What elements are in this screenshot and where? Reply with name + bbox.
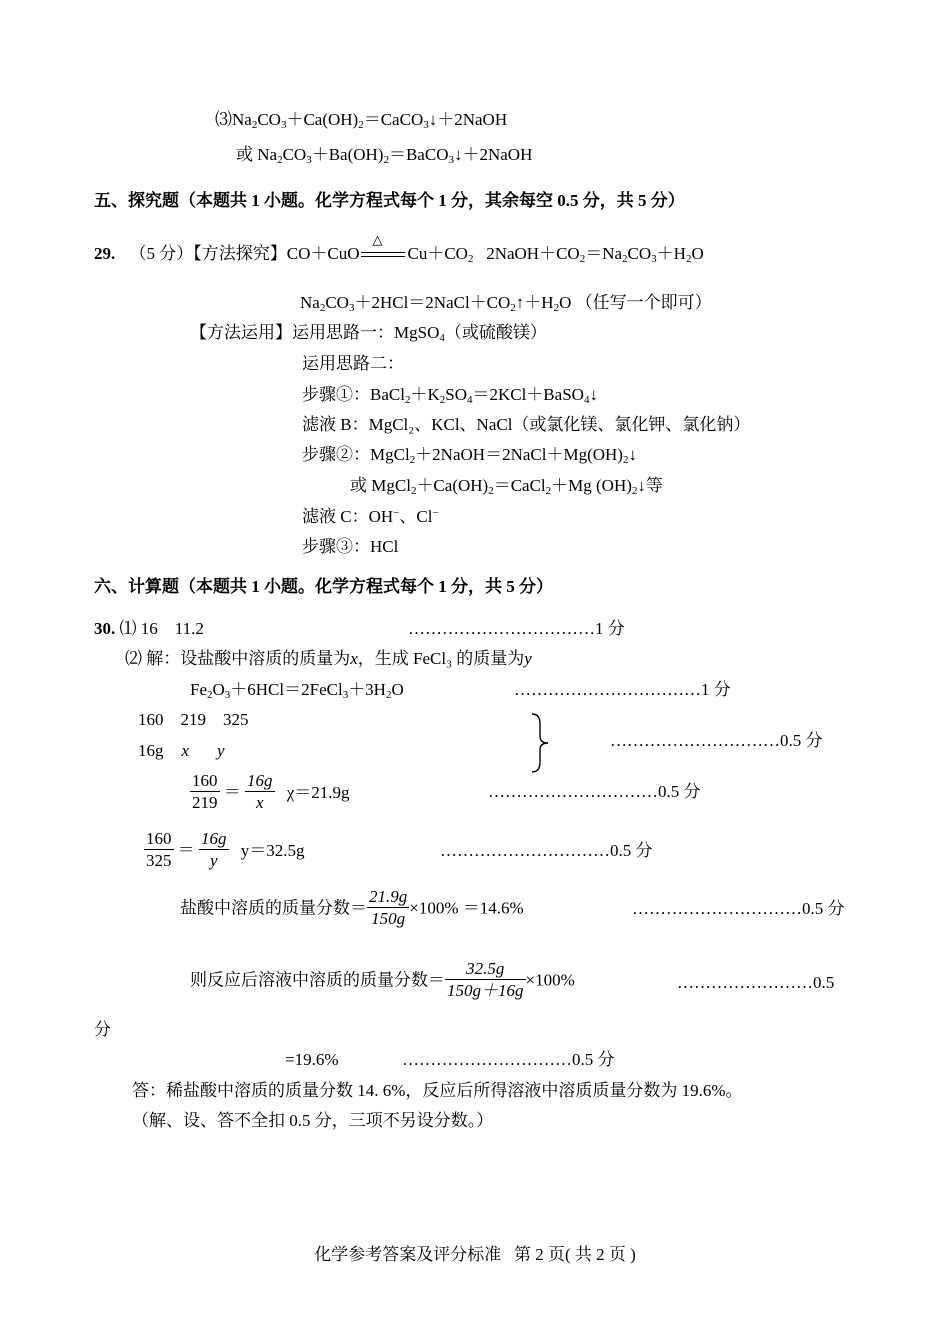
numerator: 160 [190, 770, 220, 792]
item-number: ⑶ [215, 110, 232, 129]
numerator: 16g [199, 828, 229, 850]
denominator: 219 [192, 793, 218, 813]
q29-step-2-alt: 或 $MgCl_2+Ca(OH)_2=CaCl_2+Mg$ $(OH)_2↓$等 [350, 476, 663, 497]
q30-part-2-setup [125, 650, 532, 667]
final-result: =19.6% [285, 1050, 339, 1069]
section-5-title: 五、探究题（本题共 1 小题。化学方程式每个 1 分，其余每空 0.5 分，共 5 分） [94, 191, 685, 210]
score-dots: …………………………0.5 分 [632, 899, 845, 918]
numerator: 32.5g [445, 958, 526, 980]
q29-method-apply: 【方法运用】运用思路一：MgSO$_4$（或硫酸镁） [190, 323, 547, 344]
grading-note: （解、设、答不全扣 0.5 分，三项不另设分数。） [132, 1111, 494, 1130]
var-x: x [181, 741, 190, 760]
equation-na2co3-caoh2: $⑶Na_2CO_3+Ca(OH)_2=CaCO_3↓+2NaOH$ [215, 110, 508, 131]
section-6-title: 六、计算题（本题共 1 小题。化学方程式每个 1 分，共 5 分） [94, 577, 553, 596]
step-3-value: HCl [370, 537, 399, 556]
score-dots: …………………………0.5 分 [610, 731, 823, 750]
step-3-label: 步骤③： [302, 537, 370, 556]
setup-prefix: ⑵ 解：设盐酸中溶质的质量为 [125, 649, 351, 668]
score-dots: ……………………………1 分 [514, 680, 731, 699]
score-dots: …………………………0.5 分 [402, 1050, 615, 1069]
q29-filtrate-c: 滤液 C：OH−、Cl− [302, 507, 439, 526]
mgso4-note: （或硫酸镁） [444, 323, 547, 342]
filtrate-b-value: MgCl₂、KCl、NaCl（或氯化镁、氯化钾、氯化钠） [368, 415, 751, 434]
or-label: 或 [350, 476, 367, 495]
ratio-bottom [138, 742, 225, 759]
denominator: y [209, 851, 218, 871]
hcl-result: ×100% ＝14.6% [409, 898, 524, 918]
result-x: χ＝21.9g [286, 782, 350, 802]
q30-part-1-answer: ⑴ 16 11.2 [119, 619, 204, 638]
numerator: 16g [245, 770, 275, 792]
score-dots: ……………………0.5 [677, 973, 835, 992]
numerator: 160 [144, 828, 174, 850]
setup-mid: ，生成 FeCl₃ 的质量为 [357, 649, 525, 668]
etc-label: 等 [645, 476, 663, 495]
q29-line-1: 29. （5 分）【方法探究】CO＋CuO △ $Cu+CO_2$ $2NaOH+CO_2=Na_2CO_3+H_2O$ [94, 232, 704, 265]
score-unit-wrap: 分 [94, 1020, 111, 1039]
q29-note: （任写一个即可） [575, 293, 712, 312]
curly-brace-icon [528, 712, 554, 774]
numerator: 21.9g [367, 886, 409, 908]
denominator: 150g＋16g [447, 981, 524, 1001]
denominator: x [255, 793, 264, 813]
after-label: 则反应后溶液中溶质的质量分数＝ [190, 970, 445, 990]
or-label: 或 [236, 145, 253, 164]
score-dots: …………………………0.5 分 [440, 841, 653, 860]
q29-idea-2: 运用思路二： [302, 354, 404, 373]
denominator: 325 [146, 851, 172, 871]
after-tail: ×100% [525, 970, 575, 990]
proportion-1: $\frac{160}{219}$ ＝ $\frac{16g}{x}$ χ＝21.9g [190, 770, 350, 814]
result-y: y＝32.5g [240, 840, 305, 860]
q29-line-2: $Na_2CO_3+2HCl=2NaCl+CO_2↑+H_2O$ （任写一个即可） [300, 293, 712, 314]
heat-equals-sign: △ [359, 245, 407, 262]
fraction-160-219 [190, 770, 220, 814]
fraction-160-325 [144, 828, 174, 872]
q29-score: （5 分）【方法探究】 [129, 244, 287, 263]
ratio-top: 160 219 325 [138, 710, 249, 729]
score-dots: …………………………0.5 分 [488, 782, 701, 801]
q29-step-1: 步骤①：$BaCl_2+K_2SO_4=2KCl+BaSO_4↓$ [302, 385, 598, 406]
method-apply-label: 【方法运用】运用思路一： [190, 323, 394, 342]
q29-step-3 [302, 538, 398, 555]
equation-na2co3-baoh2: 或 $Na_2CO_3+Ba(OH)_2=BaCO_3↓+2NaOH$ [236, 145, 533, 166]
q30-equation: $Fe_2O_3+6HCl=2FeCl_3+3H_2O$ [190, 680, 404, 701]
hcl-label: 盐酸中溶质的质量分数＝ [180, 898, 367, 918]
proportion-2: $\frac{160}{325}$ ＝ $\frac{16g}{y}$ y＝32.5g [144, 828, 305, 872]
q30-part-1 [94, 620, 204, 637]
page-footer: 化学参考答案及评分标准 第 2 页( 共 2 页 ) [314, 1245, 636, 1264]
filtrate-b-label: 滤液 B： [302, 415, 369, 434]
fraction-21-9g-150g [367, 886, 409, 930]
denominator: 150g [371, 909, 406, 929]
var-y: y [524, 649, 532, 668]
ratio-16g: 16g [138, 741, 164, 760]
fraction-16g-x [245, 770, 275, 814]
filtrate-c-label: 滤液 C： [302, 507, 369, 526]
q29-filtrate-b [302, 416, 750, 433]
answer-line: 答：稀盐酸中溶质的质量分数 14. 6%，反应后所得溶液中溶质质量分数为 19.6%。 [132, 1081, 743, 1100]
var-x: x [350, 649, 358, 668]
var-y: y [217, 741, 225, 760]
hcl-mass-fraction [180, 886, 524, 930]
after-reaction-mass-fraction [190, 958, 575, 1002]
fraction-16g-y [199, 828, 229, 872]
q29-number: 29. [94, 244, 116, 263]
q30-number: 30. [94, 619, 116, 638]
step-2-label: 步骤②： [302, 445, 370, 464]
fraction-32-5g [445, 958, 526, 1002]
q29-step-2: 步骤②：$MgCl_2+2NaOH=2NaCl+Mg(OH)_2↓$ [302, 445, 637, 466]
score-dots: ……………………………1 分 [408, 619, 625, 638]
step-1-label: 步骤①： [302, 385, 370, 404]
